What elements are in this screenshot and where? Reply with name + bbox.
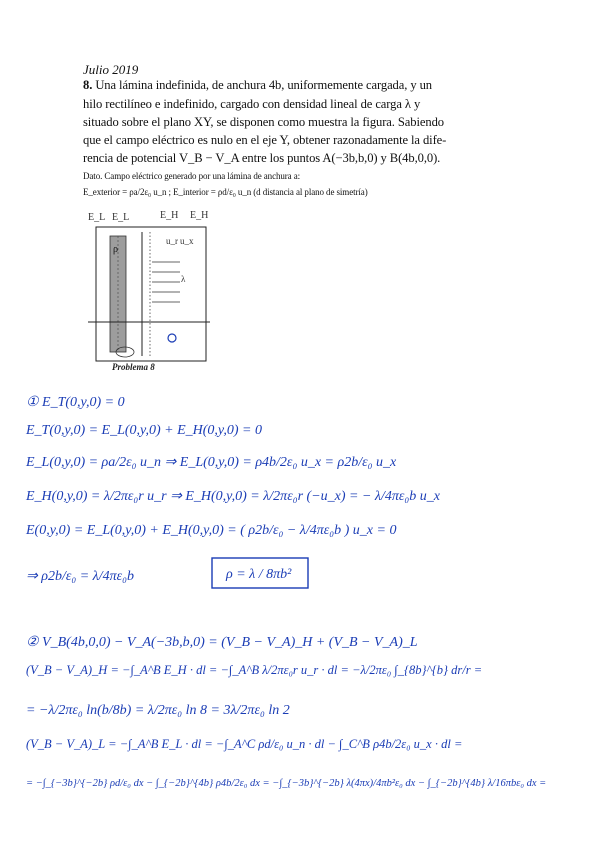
eh-label-1: E_H (160, 210, 179, 221)
sol-line-4: E(0,y,0) = E_L(0,y,0) + E_H(0,y,0) = ( ρ2b/ε₀ − λ/4πε₀b ) u_x = 0 (26, 523, 397, 538)
problem-text-1: Una lámina indefinida, de anchura 4b, uniformemente cargada, y un (95, 78, 432, 92)
problem-line-5: rencia de potencial V_B − V_A entre los puntos A(−3b,b,0) y B(4b,0,0). (83, 151, 441, 165)
el-label-left: E_L (88, 212, 106, 223)
data-formulas: E_exterior = ρa/2ε₀ u_n ; E_interior = ρd/ε₀ u_n (d distancia al plano de simetría) (83, 187, 368, 197)
sol-line-6: (V_B − V_A)_H = −∫_A^B E_H · dl = −∫_A^B λ/2πε₀r u_r · dl = −λ/2πε₀ ∫_{8b}^{b} dr/r = (26, 663, 483, 677)
exam-date: Julio 2019 (83, 62, 139, 77)
sol-line-7: = −λ/2πε₀ ln(b/8b) = λ/2πε₀ ln 8 = 3λ/2πε₀ ln 2 (26, 703, 290, 718)
sol-line-2: E_L(0,y,0) = ρa/2ε₀ u_n ⇒ E_L(0,y,0) = ρ4b/2ε₀ u_x = ρ2b/ε₀ u_x (26, 455, 397, 470)
sol-line-9: = −∫_{−3b}^{−2b} ρd/ε₀ dx − ∫_{−2b}^{4b} ρ4b/2ε₀ dx = −∫_{−3b}^{−2b} λ(4πx)/4πb²ε₀ dx − ∫_{−2b}^{4b} λ/16πbε₀ dx = (26, 778, 547, 789)
ux-label: u_x (180, 236, 194, 246)
sol-line-1: E_T(0,y,0) = E_L(0,y,0) + E_H(0,y,0) = 0 (26, 423, 262, 438)
figure-caption: Problema 8 (112, 362, 155, 372)
step-2-heading: ② V_B(4b,0,0) − V_A(−3b,b,0) = (V_B − V_A)_H + (V_B − V_A)_L (26, 635, 418, 650)
el-label-right: E_L (112, 212, 130, 223)
problem-line-3: situado sobre el plano XY, se disponen como muestra la figura. Sabiendo (83, 115, 444, 129)
step-1-heading: ① E_T(0,y,0) = 0 (26, 395, 125, 410)
rho-label: ρ (113, 244, 118, 255)
problem-line-2: hilo rectilíneo e indefinido, cargado con densidad lineal de carga λ y (83, 97, 421, 111)
ur-label: u_r (166, 236, 178, 246)
data-note: Dato. Campo eléctrico generado por una lámina de anchura a: (83, 171, 301, 181)
eh-label-2: E_H (190, 210, 209, 221)
lambda-label: λ (181, 274, 186, 284)
problem-number: 8. (83, 78, 93, 92)
sol-line-8: (V_B − V_A)_L = −∫_A^B E_L · dl = −∫_A^C ρd/ε₀ u_n · dl − ∫_C^B ρ4b/2ε₀ u_x · dl = (26, 737, 463, 751)
sol-line-5: ⇒ ρ2b/ε₀ = λ/4πε₀b (26, 569, 135, 584)
result-rho: ρ = λ / 8πb² (226, 567, 292, 582)
sol-line-3: E_H(0,y,0) = λ/2πε₀r u_r ⇒ E_H(0,y,0) = λ/2πε₀r (−u_x) = − λ/4πε₀b u_x (26, 489, 440, 504)
problem-line-4: que el campo eléctrico es nulo en el eje Y, obtener razonadamente la dife- (83, 133, 447, 147)
